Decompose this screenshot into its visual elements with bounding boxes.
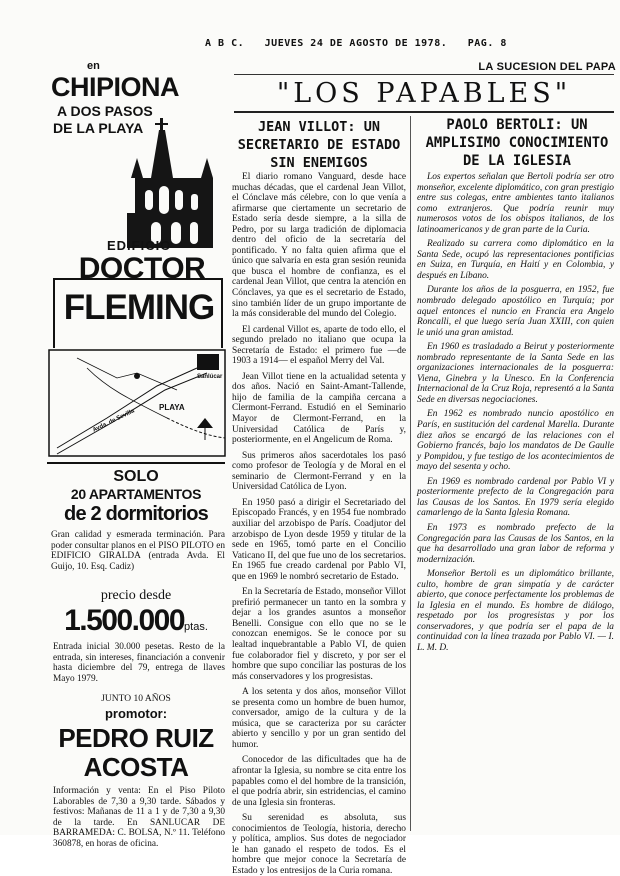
- article-paragraph: Realizado su carrera como diplomático en la Santa Sede, ocupó las representaciones pontificias en Suiza, en Turquía, en Haití y en Colombia, y después en Líbano.: [417, 239, 614, 281]
- article-left-title: JEAN VILLOT: UN SECRETARIO DE ESTADO SIN ENEMIGOS: [237, 119, 401, 171]
- article-paragraph: Monseñor Bertoli es un diplomático brillante, culto, hombre de gran simpatía y de carácter abierto, que conoce perfectamente los problemas de la Iglesia en el mundo. Es hombre de diálogo, respetado por los progresistas y por los conservadores, y que podría ser el papa de la continuidad con la línea trazada por Pablo VI. — I. L. M. D.: [417, 569, 614, 653]
- article-right-body: [417, 172, 614, 832]
- ad-edificio: EDIFICIO: [107, 238, 172, 253]
- ad-tagline-2: DE LA PLAYA: [53, 120, 144, 136]
- map-label-beach: PLAYA: [159, 403, 185, 412]
- headline-rule: [234, 111, 614, 113]
- article-paragraph: A los setenta y dos años, monseñor Villot se presenta como un hombre de buen humor, conversador, amigo de la cultura y de la música, que se caracteriza por su carácter abierto y sencillo y por un gran sentido del humor.: [232, 687, 406, 750]
- ad-paragraph-3: Información y venta: En el Piso Piloto Laborables de 7,30 a 9,30 tarde. Sábados y festivos: Mañanas de 11 a 1 y de 7,30 a 9,30 de la tarde. En SANLUCAR DE BARRAMEDA: C. BOLSA, N.º 11. Teléfono 360878, en horas de oficina.: [53, 786, 225, 849]
- column-divider: [410, 116, 411, 831]
- ad-price: [47, 604, 225, 638]
- ad-divider: [47, 462, 225, 464]
- ad-developer-1: PEDRO RUIZ: [58, 723, 214, 753]
- real-estate-advertisement: [47, 58, 227, 849]
- article-paragraph: Su serenidad es absoluta, sus conocimientos de Teología, historia, derecho y política, amplios. Sus dotes de negociador le han ganado el respeto de todos. Es el hombre que mejor conoce la Secretaría de Estado y los entresijos de la Curia romana.: [232, 813, 406, 876]
- ad-junto: JUNTO 10 AÑOS: [101, 694, 171, 704]
- article-paragraph: Conocedor de las dificultades que ha de afrontar la Iglesia, su nombre se cita entre los papables como el del hombre de la transición, el que podría abrir, sin estridencias, el camino de una Iglesia sin fronteras.: [232, 755, 406, 808]
- running-head: [205, 38, 615, 52]
- article-paragraph: En 1960 es trasladado a Beirut y posteriormente nombrado representante de la Santa Sede en las organizaciones internacionales de la posguerra: Viena, Ginebra y la Unesco. En la Conferencia Internacional de la Cruz Roja, representó a la Santa Sede en diversas negociaciones.: [417, 342, 614, 405]
- ad-paragraph-2: Entrada inicial 30.000 pesetas. Resto de la entrada, sin intereses, financiación a convenir hasta diciembre del 79, entrega de llaves Mayo 1979.: [53, 642, 225, 684]
- ad-building-name-2: FLEMING: [63, 288, 215, 327]
- ad-price-label: precio desde: [100, 588, 172, 603]
- article-paragraph: En la Secretaría de Estado, monseñor Villot prefirió permanecer un tanto en la sombra y dejar a los grandes asuntos a monseñor Benelli. Consigue con ello que no se le conozcan enemigos. Se le conoce por su lealtad inquebrantable a Pablo VI, de quien fue colaborador fiel y discreto, y por ser el hombre que supo conciliar las posturas de los más conservadores y los progresistas.: [232, 587, 406, 682]
- ad-building-name-1: DOCTOR: [78, 252, 206, 285]
- ad-town: CHIPIONA: [51, 72, 180, 102]
- map-label-place: Sanlúcar: [197, 374, 223, 380]
- ad-apartments: 20 APARTAMENTOS: [70, 486, 202, 502]
- page-number: PAG. 8: [467, 38, 507, 49]
- article-paragraph: En 1969 es nombrado cardenal por Pablo VI y posteriormente prefecto de la Congregación para las Causas de los Santos. En 1979 sería elegido camarlengo de la Santa Iglesia Romana.: [417, 476, 614, 519]
- ad-en: en: [87, 60, 100, 72]
- ad-developer-2: ACOSTA: [83, 752, 189, 782]
- article-left-body: [232, 172, 406, 876]
- page-headline: "LOS PAPABLES": [276, 78, 572, 109]
- article-right-title: PAOLO BERTOLI: UN AMPLISIMO CONOCIMIENTO DE LA IGLESIA: [425, 117, 609, 169]
- article-paragraph: Durante los años de la posguerra, en 1952, fue nombrado delegado apostólico en Turquía; por aquel entonces el nuncio en Francia era Angelo Roncalli, el que luego sería Juan XXIII, con quien le unió una gran amistad.: [417, 285, 614, 338]
- ad-price-value: 1.500.000: [64, 604, 185, 637]
- article-paragraph: En 1973 es nombrado prefecto de la Congregación para las Causas de los Santos, en la que ha desarrollado una gran labor de reforma y modernización.: [417, 522, 614, 565]
- article-paragraph: El diario romano Vanguard, desde hace muchas décadas, que el cardenal Jean Villot, el Cónclave más célebre, con lo que venía a afirmarse que ciertamente un secretario de Estado sería desde siempre, a la silla de Pedro, por su larga tradición de diplomacia dentro del oficio de la secretaría del pontificado. Y no falta quien afirma que el único que salvaría en esta gran sesión reunida que busca el hombre de confianza, es el cardenal Jean Villot, que centra la atención en Cónclaves, ya que es el secretario de Estado, sino también líder de un grupo importante de la más considerable del mundo del Colegio.: [232, 172, 406, 320]
- section-rule: [234, 74, 614, 75]
- paper-name: A B C.: [205, 38, 245, 49]
- ad-tagline-1: A DOS PASOS: [57, 103, 153, 119]
- article-paragraph: El cardenal Villot es, aparte de todo ello, el segundo prelado no italiano que ocupa la Secretaría de Estado: el primero fue —de 1903 a 1914— el español Merry del Val.: [232, 324, 406, 367]
- ad-solo: SOLO: [113, 468, 159, 485]
- ad-rooms: de 2 dormitorios: [64, 503, 208, 525]
- map-label-road: Avda. de Sevilla: [91, 408, 136, 434]
- section-label: LA SUCESION DEL PAPA: [478, 61, 616, 73]
- article-paragraph: En 1962 es nombrado nuncio apostólico en París, en sustitución del cardenal Marella. Durante diez años se encargó de las relaciones con el Gobierno francés, bajo los mandatos de De Gaulle y Pompidou, y fue testigo de los acontecimientos de mayo del sesenta y ocho.: [417, 409, 614, 473]
- ad-promoter-label: promotor:: [104, 706, 168, 721]
- article-paragraph: Sus primeros años sacerdotales los pasó como profesor de Teología y de Moral en el seminario de Clermont-Ferrand y en la Universidad Católica de Lyon.: [232, 450, 406, 493]
- article-paragraph: Jean Villot tiene en la actualidad setenta y dos años. Nació en Saint-Amant-Tallende, hijo de familia de la campiña cercana a Clermont-Ferrand. Estudió en el Seminario Mayor de Clermont-Ferrand, en la Universidad Católica de París y, posteriormente, en el Angelicum de Roma.: [232, 371, 406, 446]
- article-paragraph: Los expertos señalan que Bertoli podría ser otro monseñor, excelente diplomático, con gran prestigio entre sus colegas, entre ambientes tanto italianos como extranjeros. Que podría reunir muy numerosos votos de los obispos italianos, de los latinoamericanos y de gran parte de la Curia.: [417, 172, 614, 235]
- article-paragraph: En 1950 pasó a dirigir el Secretariado del Episcopado Francés, y en 1954 fue nombrado auxiliar del arzobispo de París. Coadjutor del arzobispo de Lyon desde 1959 y titular de la sede en 1965, tomó parte en el Concilio Vaticano II, del que fue uno de los secretarios. En 1965 fue creado cardenal por Pablo VI, que en 1969 le nombró secretario de Estado.: [232, 497, 406, 582]
- ad-price-unit: ptas.: [184, 621, 208, 633]
- ad-paragraph-1: Gran calidad y esmerada terminación. Para poder consultar planos en el PISO PILOTO en EDIFICIO GIRALDA (entrada Avda. El Guijo, 10. Esq. Cadiz): [51, 530, 225, 572]
- issue-date: JUEVES 24 DE AGOSTO DE 1978.: [264, 38, 448, 49]
